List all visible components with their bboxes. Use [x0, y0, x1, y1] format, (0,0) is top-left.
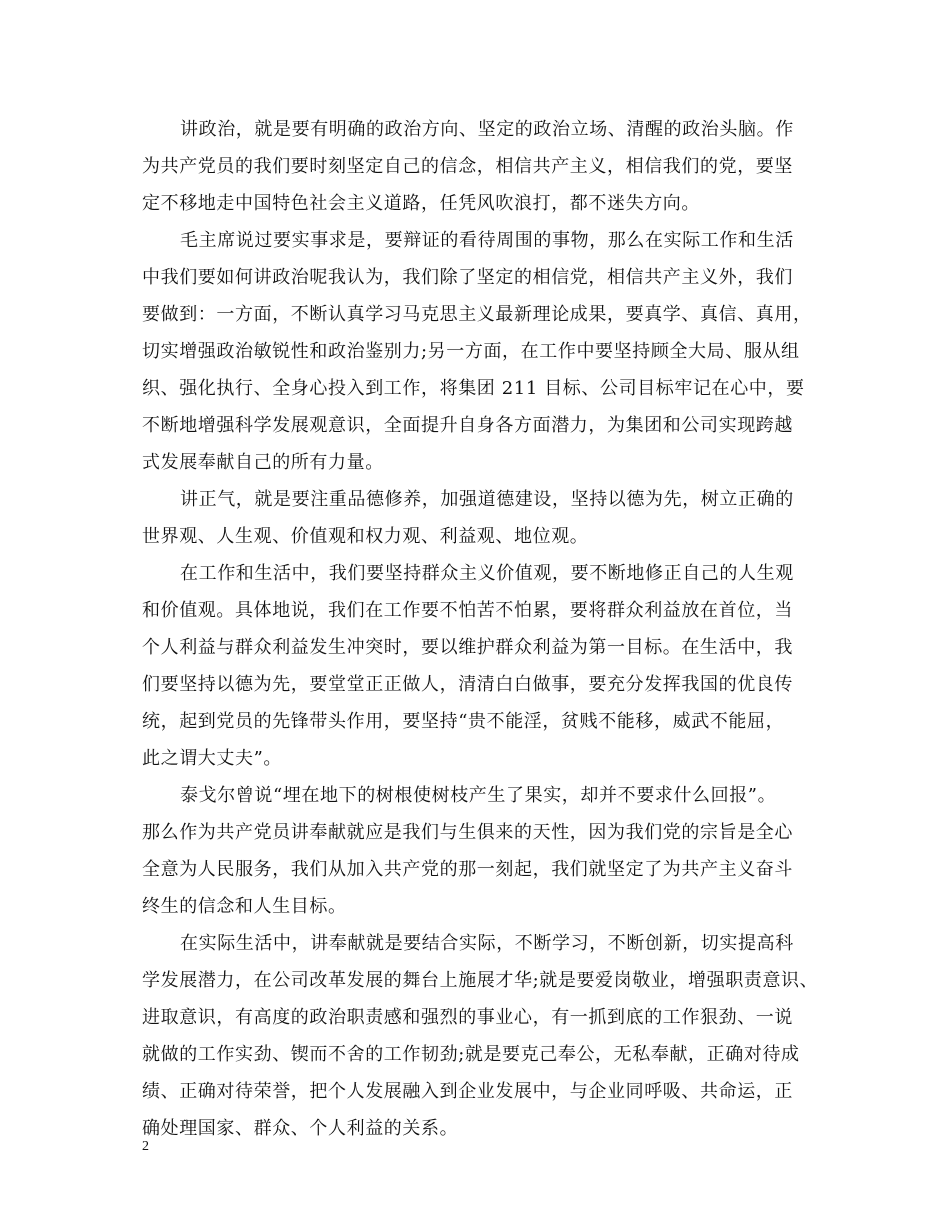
- paragraph-6-line-2: 学发展潜力，在公司改革发展的舞台上施展才华;就是要爱岗敬业，增强职责意识、: [142, 970, 819, 991]
- paragraph-6-line-3: 进取意识，有高度的政治职责感和强烈的事业心，有一抓到底的工作狠劲、一说: [142, 1007, 793, 1028]
- paragraph-4-line-2: 和价值观。具体地说，我们在工作要不怕苦不怕累，要将群众利益放在首位，当: [142, 600, 793, 621]
- paragraph-3-line-2: 世界观、人生观、价值观和权力观、利益观、地位观。: [142, 526, 589, 547]
- paragraph-2-line-6: 不断地增强科学发展观意识，全面提升自身各方面潜力，为集团和公司实现跨越: [142, 415, 793, 436]
- paragraph-5-line-1: 泰戈尔曾说“埋在地下的树根使树枝产生了果实，却并不要求什么回报”。: [180, 785, 777, 806]
- paragraph-5-line-2: 那么作为共产党员讲奉献就应是我们与生俱来的天性，因为我们党的宗旨是全心: [142, 822, 793, 843]
- paragraph-2-line-3: 要做到：一方面，不断认真学习马克思主义最新理论成果，要真学、真信、真用，: [142, 304, 812, 325]
- paragraph-1-line-1: 讲政治，就是要有明确的政治方向、坚定的政治立场、清醒的政治头脑。作: [180, 119, 794, 140]
- paragraph-2-line-5: 织、强化执行、全身心投入到工作，将集团 211 目标、公司目标牢记在心中，要: [142, 378, 805, 399]
- paragraph-2-line-7: 式发展奉献自己的所有力量。: [142, 452, 384, 473]
- paragraph-4-line-4: 们要坚持以德为先，要堂堂正正做人，清清白白做事，要充分发挥我国的优良传: [142, 674, 793, 695]
- paragraph-5-line-3: 全意为人民服务，我们从加入共产党的那一刻起，我们就坚定了为共产主义奋斗: [142, 859, 793, 880]
- paragraph-4-line-5: 统，起到党员的先锋带头作用，要坚持“贵不能淫，贫贱不能移，威武不能屈，: [142, 711, 785, 732]
- paragraph-6-line-1: 在实际生活中，讲奉献就是要结合实际，不断学习，不断创新，切实提高科: [180, 933, 794, 954]
- paragraph-4-line-6: 此之谓大丈夫”。: [142, 748, 283, 769]
- paragraph-6-line-4: 就做的工作实劲、锲而不舍的工作韧劲;就是要克己奉公，无私奉献，正确对待成: [142, 1044, 800, 1065]
- paragraph-5-line-4: 终生的信念和人生目标。: [142, 896, 347, 917]
- paragraph-1-line-2: 为共产党员的我们要时刻坚定自己的信念，相信共产主义，相信我们的党，要坚: [142, 156, 793, 177]
- page-number: 2: [142, 1139, 149, 1154]
- paragraph-6-line-5: 绩、正确对待荣誉，把个人发展融入到企业发展中，与企业同呼吸、共命运，正: [142, 1081, 793, 1102]
- paragraph-1-line-3: 定不移地走中国特色社会主义道路，任凭风吹浪打，都不迷失方向。: [142, 193, 700, 214]
- paragraph-3-line-1: 讲正气，就是要注重品德修养，加强道德建设，坚持以德为先，树立正确的: [180, 489, 794, 510]
- paragraph-2-line-1: 毛主席说过要实事求是，要辩证的看待周围的事物，那么在实际工作和生活: [180, 230, 794, 251]
- paragraph-4-line-3: 个人利益与群众利益发生冲突时，要以维护群众利益为第一目标。在生活中，我: [142, 637, 793, 658]
- paragraph-4-line-1: 在工作和生活中，我们要坚持群众主义价值观，要不断地修正自己的人生观: [180, 563, 794, 584]
- paragraph-2-line-2: 中我们要如何讲政治呢我认为，我们除了坚定的相信党，相信共产主义外，我们: [142, 267, 793, 288]
- paragraph-6-line-6: 确处理国家、群众、个人利益的关系。: [142, 1118, 459, 1139]
- paragraph-2-line-4: 切实增强政治敏锐性和政治鉴别力;另一方面，在工作中要坚持顾全大局、服从组: [142, 341, 800, 362]
